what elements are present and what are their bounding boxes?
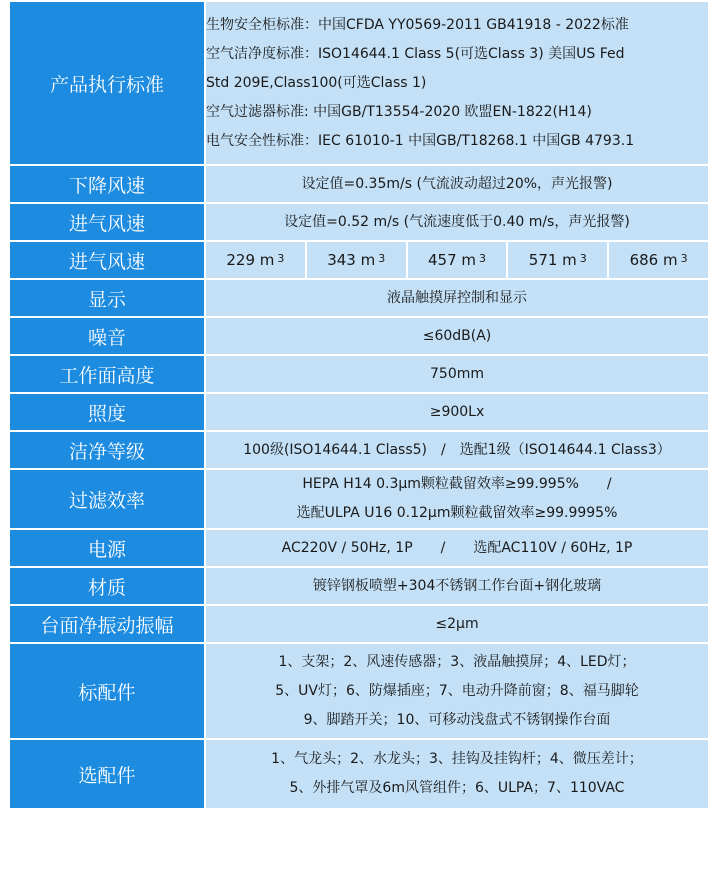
row-value: 镀锌钢板喷塑+304不锈钢工作台面+钢化玻璃 [205,567,709,605]
row-label: 选配件 [9,739,205,809]
flow-volume-superscript: 3 [479,251,486,265]
flow-volume-cell [607,242,708,278]
value-line: 1、支架；2、风速传感器；3、液晶触摸屏；4、LED灯； [278,653,636,670]
row-label: 显示 [9,279,205,317]
flow-volume-value: 229 m [226,250,275,269]
flow-volume-value: 343 m [327,250,376,269]
value-line: 5、UV灯；6、防爆插座；7、电动升降前窗；8、福马脚轮 [275,682,639,699]
row-value: ≤2μm [205,605,709,643]
row-label: 洁净等级 [9,431,205,469]
flow-volume-value: 571 m [528,250,577,269]
table-row [9,279,709,317]
flow-volume-cell [506,242,607,278]
row-label: 进气风速 [9,203,205,241]
row-label: 过滤效率 [9,469,205,529]
value-line: 选配ULPA U16 0.12μm颗粒截留效率≥99.9995% [296,505,618,521]
table-row [9,1,709,165]
row-label: 噪音 [9,317,205,355]
value-line: 9、脚踏开关；10、可移动浅盘式不锈钢操作台面 [303,711,611,728]
table-row [9,605,709,643]
row-label: 电源 [9,529,205,567]
flow-volume-grid [206,242,708,278]
table-row [9,203,709,241]
flow-volume-value: 457 m [427,250,476,269]
table-row [9,241,709,279]
value-line: 5、外排气罩及6m风管组件；6、ULPA；7、110VAC [289,780,625,796]
flow-volume-value: 686 m [629,250,678,269]
row-value: AC220V / 50Hz, 1P / 选配AC110V / 60Hz, 1P [205,529,709,567]
row-value: ≤60dB(A) [205,317,709,355]
row-value [205,469,709,529]
table-row [9,529,709,567]
table-row [9,355,709,393]
table-row [9,567,709,605]
row-value [205,1,709,165]
flow-volume-superscript: 3 [378,251,386,265]
table-row [9,393,709,431]
table-row [9,431,709,469]
value-line: 空气过滤器标准: 中国GB/T13554-2020 欧盟EN-1822(H14) [206,103,592,120]
row-value: 100级(ISO14644.1 Class5) / 选配1级（ISO14644.1 Class3） [205,431,709,469]
table-row [9,643,709,739]
row-label: 标配件 [9,643,205,739]
row-label: 产品执行标准 [9,1,205,165]
row-value [205,241,709,279]
row-value [205,739,709,809]
row-value: 设定值=0.35m/s (气流波动超过20%，声光报警) [205,165,709,203]
flow-volume-superscript: 3 [579,251,587,265]
flow-volume-cell [206,242,305,278]
value-line: HEPA H14 0.3μm颗粒截留效率≥99.995% / [302,476,612,492]
row-value: ≥900Lx [205,393,709,431]
row-value: 液晶触摸屏控制和显示 [205,279,709,317]
value-line: 空气洁净度标准：ISO14644.1 Class 5(可选Class 3) 美国US Fed [206,45,625,62]
value-line: 1、气龙头；2、水龙头；3、挂钩及挂钩杆；4、微压差计； [271,751,643,767]
flow-volume-superscript: 3 [277,251,285,265]
row-label: 下降风速 [9,165,205,203]
flow-volume-cell [406,242,507,278]
row-label: 照度 [9,393,205,431]
table-row [9,317,709,355]
row-label: 材质 [9,567,205,605]
row-value: 750mm [205,355,709,393]
value-line: Std 209E,Class100(可选Class 1) [206,74,427,91]
value-line: 电气安全性标准：IEC 61010-1 中国GB/T18268.1 中国GB 4793.1 [206,132,635,149]
row-label: 工作面高度 [9,355,205,393]
row-label: 台面净振动振幅 [9,605,205,643]
table-row [9,739,709,809]
row-value: 设定值=0.52 m/s (气流速度低于0.40 m/s，声光报警) [205,203,709,241]
flow-volume-cell [305,242,406,278]
flow-volume-superscript: 3 [680,251,688,265]
row-value [205,643,709,739]
value-line: 生物安全柜标准：中国CFDA YY0569-2011 GB41918 - 2022标准 [206,16,629,33]
spec-table [8,0,710,810]
table-row [9,165,709,203]
table-row [9,469,709,529]
row-label: 进气风速 [9,241,205,279]
